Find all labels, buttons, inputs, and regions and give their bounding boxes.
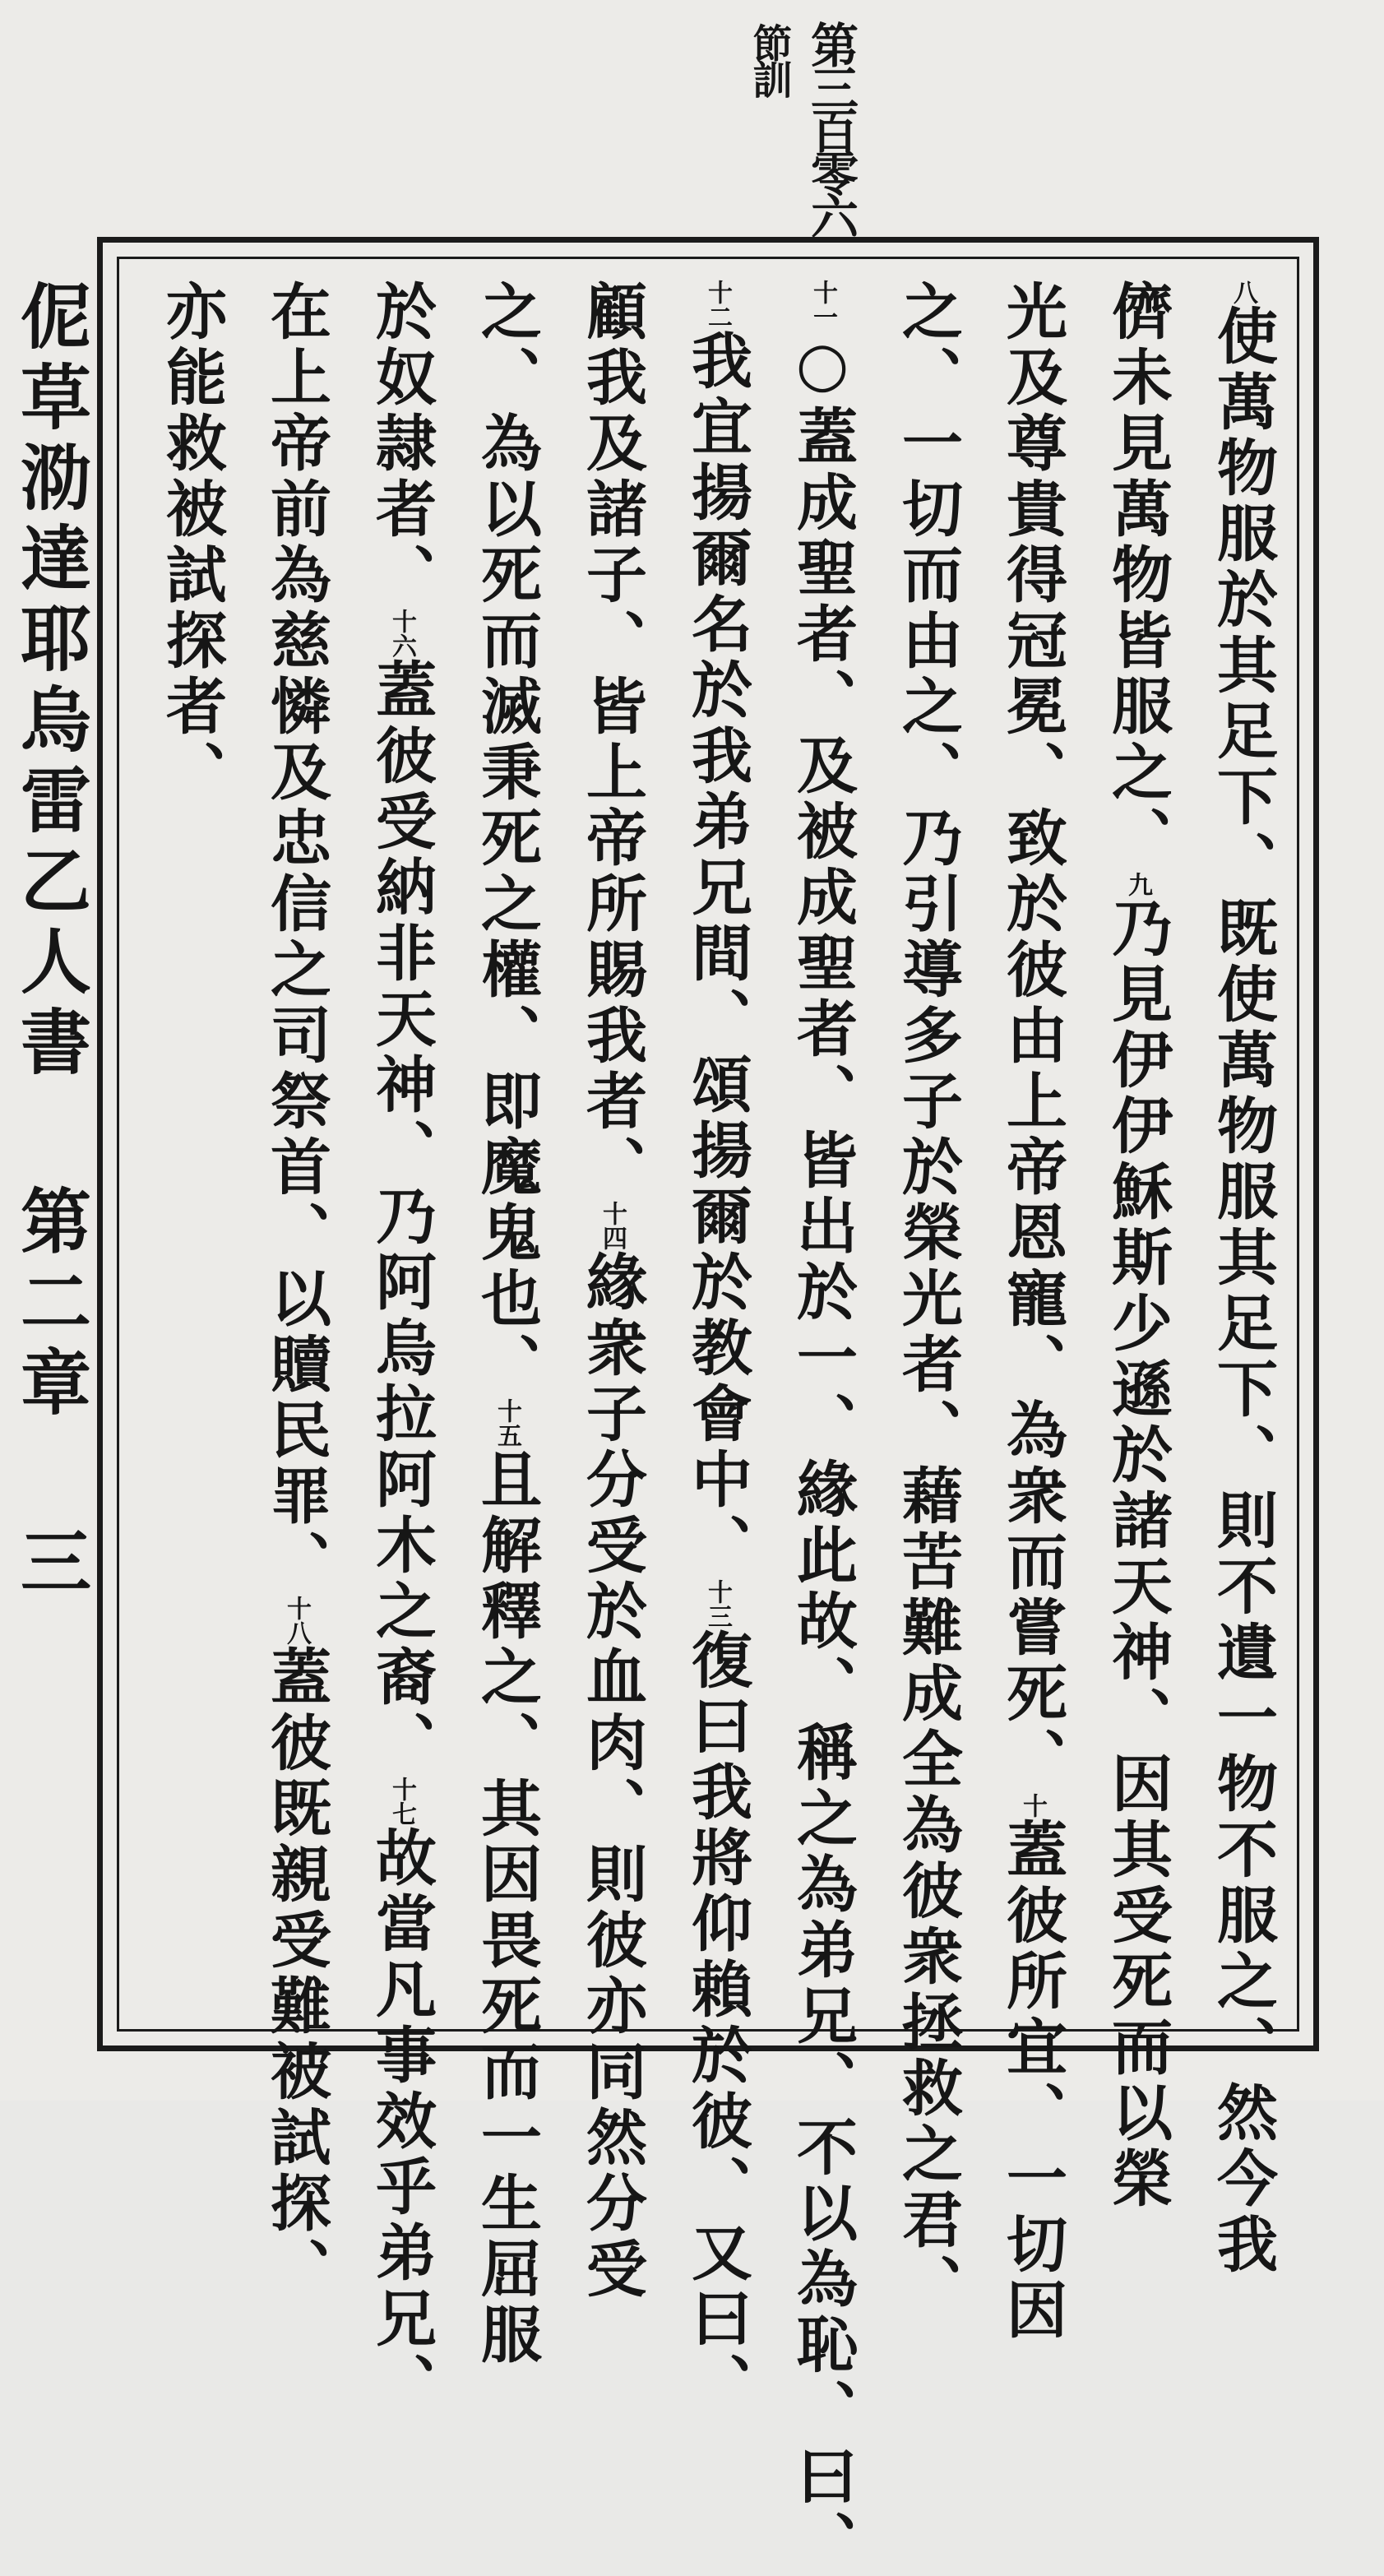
verse-text: 蓋彼受納非天神、乃阿烏拉阿木之裔、	[366, 658, 437, 1777]
verse-number: 十八	[282, 1596, 311, 1645]
text-column	[979, 280, 1085, 2344]
verse-text: 復曰我將仰賴於彼、又曰、	[682, 1629, 752, 2418]
verse-text: 故當凡事效乎弟兄、	[366, 1826, 437, 2418]
verse-text: 之、為以死而滅秉死之權、即魔鬼也、	[471, 280, 542, 1398]
text-column	[1190, 280, 1295, 2278]
verse-number: 十六	[387, 609, 416, 658]
verse-number: 十七	[387, 1777, 416, 1826]
text-column	[1085, 280, 1190, 2212]
margin-title-block	[8, 280, 90, 2048]
verse-number: 十二	[703, 280, 732, 329]
text-column	[139, 280, 243, 2007]
verse-number: 十五	[493, 1398, 521, 1448]
verse-text: ○蓋成聖者、及被成聖者、皆出於一、緣此故、稱之為弟兄、不以為恥、曰、	[787, 329, 858, 2576]
text-column	[875, 280, 979, 2319]
verse-text: 我宜揚爾名於我弟兄間、頌揚爾於教會中、	[682, 329, 752, 1579]
verse-number: 九	[1123, 872, 1152, 897]
page-number: 三	[8, 1525, 91, 1605]
text-column	[243, 280, 349, 2303]
verse-text: 使萬物服於其足下、既使萬物服其足下、則不遺一物不服之、然今我	[1207, 304, 1278, 2278]
verse-text: 蓋彼既親受難被試探、	[261, 1645, 331, 2303]
verse-text: 在上帝前為慈憐及忠信之司祭首、以贖民罪、	[261, 280, 331, 1596]
verse-text: 於奴隷者、	[366, 280, 437, 609]
body-text	[144, 280, 1295, 2576]
verse-text: 且解釋之、其因畏死而一生屈服	[471, 1448, 542, 2369]
verse-text: 蓋彼所宜、一切因	[997, 1818, 1067, 2344]
verse-number: 十一	[808, 280, 837, 329]
page-header-number: 第三百零六	[803, 21, 859, 234]
verse-text: 顧我及諸子、皆上帝所賜我者、	[576, 280, 647, 1201]
text-column	[770, 280, 875, 2576]
verse-text: 緣衆子分受於血肉、則彼亦同然分受	[576, 1250, 647, 2303]
text-column	[559, 280, 664, 2303]
verse-number: 十三	[703, 1579, 732, 1629]
verse-text: 光及尊貴得冠冕、致於彼由上帝恩寵、為衆而嘗死、	[997, 280, 1067, 1793]
verse-number: 十四	[598, 1201, 627, 1250]
verse-text: 乃見伊伊穌斯少遜於諸天神、因其受死而以榮	[1102, 897, 1173, 2212]
verse-text: 亦能救被試探者、	[156, 280, 227, 806]
verse-number: 十	[1018, 1793, 1047, 1818]
verse-text: 儕未見萬物皆服之、	[1102, 280, 1173, 872]
book-title: 伲草泐達耶烏雷乙人書	[8, 280, 91, 1086]
page-header-label: 節訓	[746, 23, 792, 95]
chapter-label: 第二章	[8, 1184, 91, 1426]
text-column	[349, 280, 454, 2418]
text-column	[454, 280, 559, 2369]
text-column	[664, 280, 770, 2418]
verse-number: 八	[1229, 280, 1257, 304]
verse-text: 之、一切而由之、乃引導多子於榮光者、藉苦難成全為彼衆拯救之君、	[892, 280, 963, 2319]
